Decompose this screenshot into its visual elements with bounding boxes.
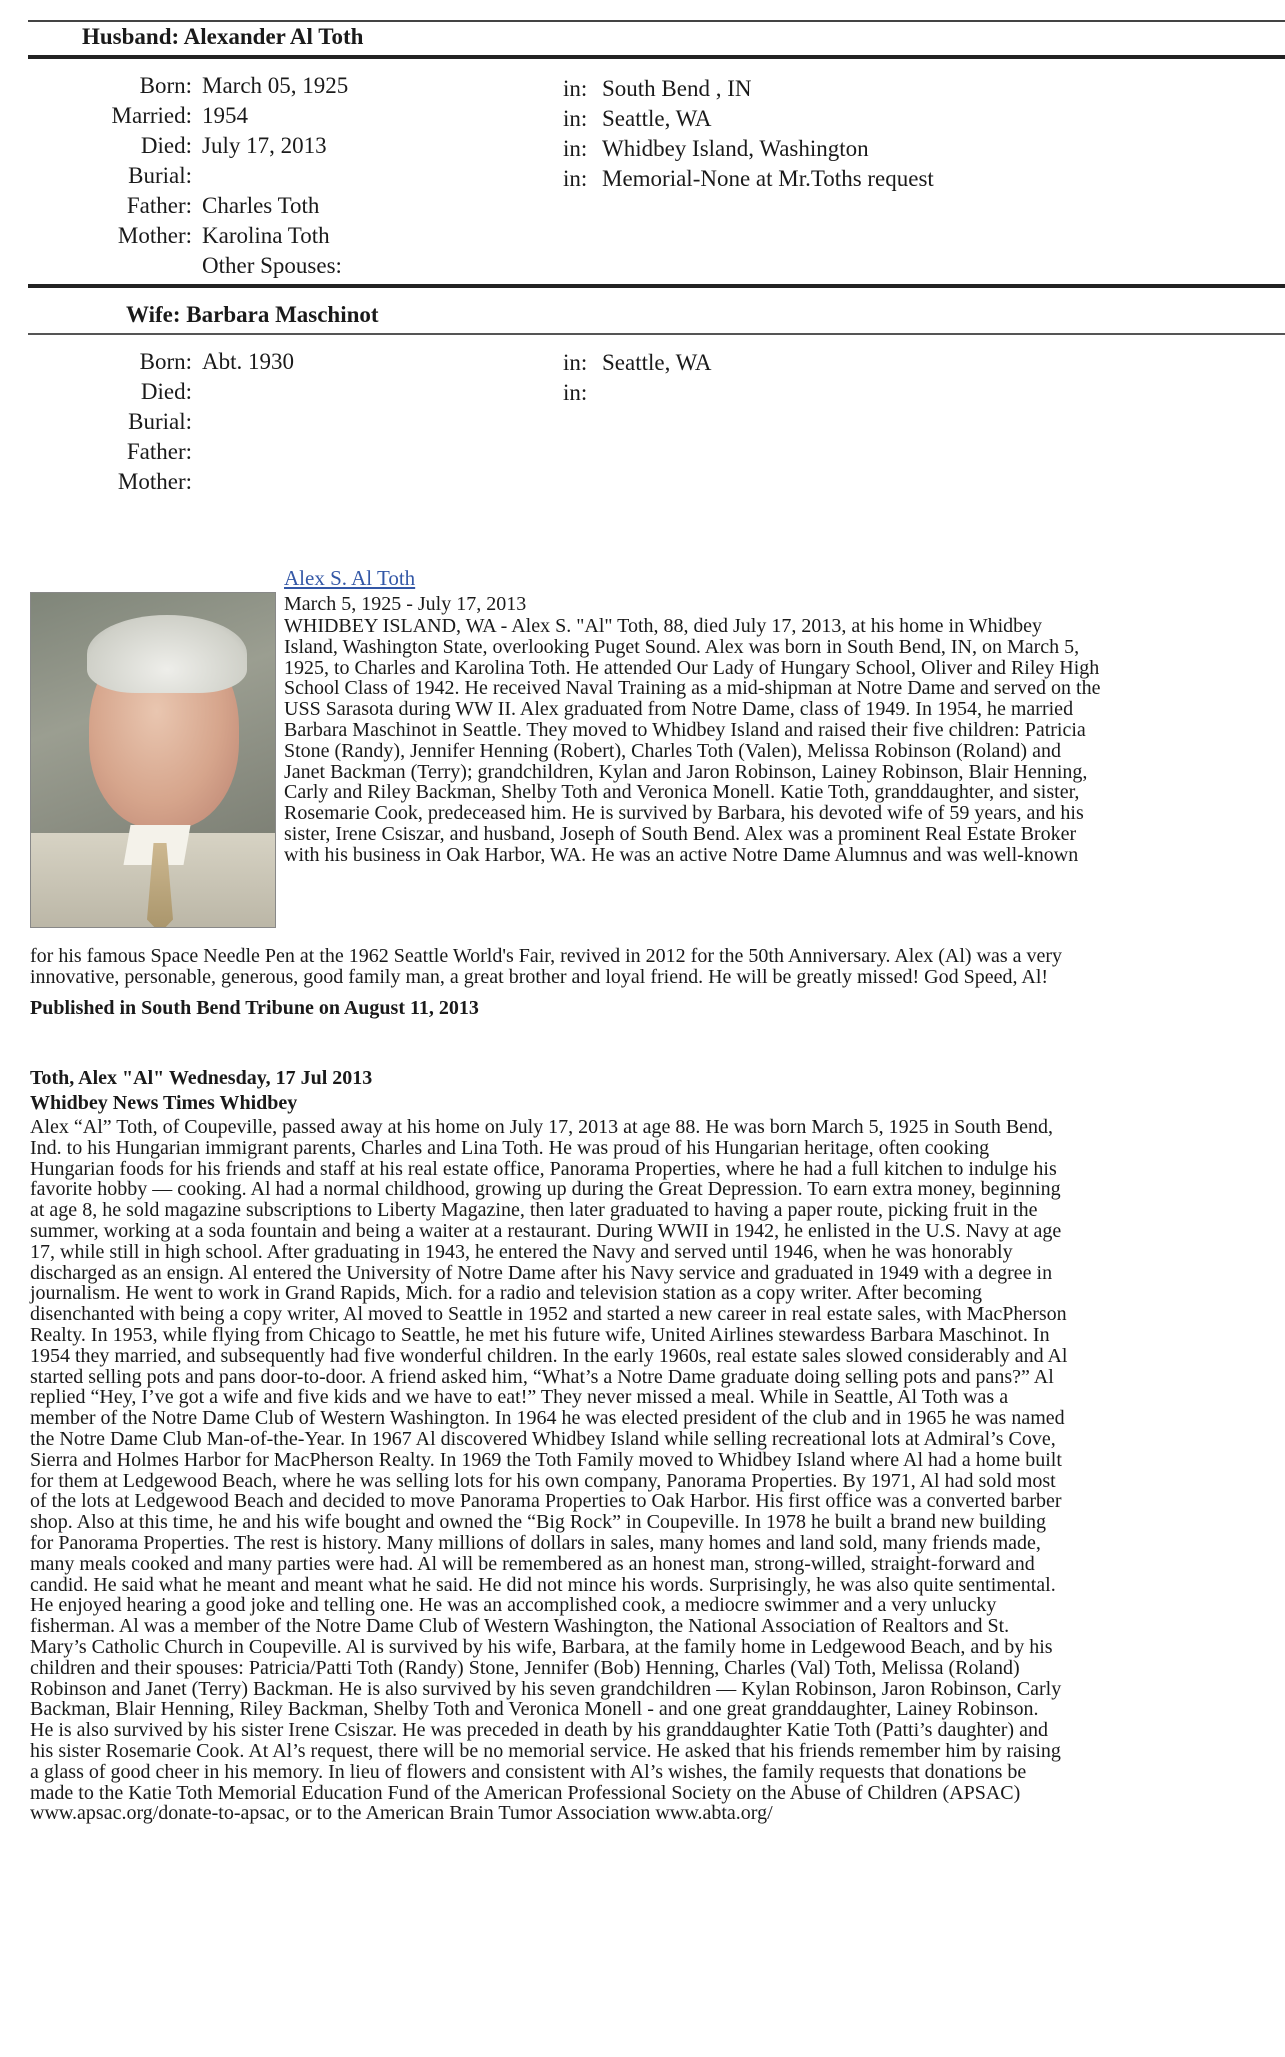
text-line: Carly and Riley Backman, Shelby Toth and Veronica Monell. Katie Toth, granddaughter, and sister, (284, 781, 1080, 804)
text-line: Hungarian foods for his friends and staff at his real estate office, Panorama Properties, where he had a full kitchen to indulge his (30, 1157, 1057, 1180)
text-line: member of the Notre Dame Club of Western Washington. In 1964 he was elected president of the club and in 1965 he was named (30, 1407, 1065, 1430)
husband-heading (82, 24, 363, 50)
text-line: Backman, Blair Henning, Riley Backman, Shelby Toth and Veronica Monell - and one great granddaughter, Lainey Robinson. (30, 1698, 1039, 1721)
husband-rule (28, 55, 1285, 59)
text-line: sister, Irene Csiszar, and husband, Joseph of South Bend. Alex was a prominent Real Estate Broker (284, 822, 1077, 845)
wife-burial-label: Burial: (128, 409, 192, 434)
wife-born-label: Born: (139, 349, 192, 374)
obituary-name-link[interactable]: Alex S. Al Toth (284, 566, 416, 590)
text-line: discharged as an ensign. Al entered the University of Notre Dame after his Navy service and graduated in 1949 with a degree in (30, 1261, 1053, 1284)
husband-died: July 17, 2013 (202, 133, 327, 158)
text-line: Realty. In 1953, while flying from Chicago to Seattle, he met his future wife, United Airlines stewardess Barbara Maschinot. In (30, 1323, 1050, 1346)
text-line: for his famous Space Needle Pen at the 1962 Seattle World's Fair, revived in 2012 for the 50th Anniversary. Alex (Al) was a very (30, 945, 1063, 967)
husband-born-in-label: in: (563, 76, 588, 101)
text-line: replied “Hey, I’ve got a wife and five kids and we have to eat!” They never missed a meal. While in Seattle, Al Toth was a (30, 1386, 1009, 1409)
husband-father-label: Father: (126, 193, 192, 218)
scan-cutoff (0, 500, 1285, 530)
text-line: summer, working at a soda fountain and being a waiter at a restaurant. During WWII in 1942, he enlisted in the U.S. Navy at age (30, 1219, 1062, 1242)
text-line: for them at Ledgewood Beach, where he was selling lots for his own company, Panorama Properties. By 1971, Al had sold most (30, 1469, 1056, 1492)
text-line: Robinson and Janet (Terry) Backman. He is also survived by his seven grandchildren — Kylan Robinson, Jaron Robinson, Carly (30, 1677, 1062, 1700)
text-line: Barbara Maschinot in Seattle. They moved to Whidbey Island and raised their five children: Patricia (284, 718, 1086, 741)
text-line: many meals cooked and many parties were had. Al will be remembered as an honest man, strong-willed, straight-forward and (30, 1552, 1035, 1575)
text-line: He enjoyed hearing a good joke and telling one. He was an accomplished cook, a mediocre swimmer and a very unlucky (30, 1594, 997, 1617)
text-line: journalism. He went to work in Grand Rapids, Mich. for a radio and television station as a copy writer. After becoming (30, 1282, 983, 1305)
husband-mother-label: Mother: (117, 223, 192, 248)
text-line: Alex “Al” Toth, of Coupeville, passed away at his home on July 17, 2013 at age 88. He was born March 5, 1925 in South Bend, (30, 1116, 1054, 1138)
husband-died-label: Died: (140, 133, 192, 158)
husband-married-place: Seattle, WA (602, 106, 712, 131)
text-line: children and their spouses: Patricia/Patti Toth (Randy) Stone, Jennifer (Bob) Henning, Charles (Val) Toth, Melissa (Roland) (30, 1656, 1020, 1679)
text-line: Island, Washington State, overlooking Puget Sound. Alex was born in South Bend, IN, on March 5, (284, 635, 1080, 658)
wife-rule (28, 333, 1285, 335)
text-line: the Notre Dame Club Man-of-the-Year. In 1967 Al discovered Whidbey Island while selling recreational lots at Admiral’s Cove, (30, 1427, 1056, 1450)
husband-born-place: South Bend , IN (602, 76, 752, 101)
text-line: started selling pots and pans door-to-door. A friend asked him, “What’s a Notre Dame graduate doing selling pots and pans?” Al (30, 1365, 1054, 1388)
text-line: 1954 they married, and subsequently had five wonderful children. In the early 1960s, real estate sales slowed considerably and Al (30, 1344, 1068, 1367)
text-line: shop. Also at this time, he and his wife bought and owned the “Big Rock” in Coupeville. In 1978 he built a brand new building (30, 1511, 1046, 1534)
obituary1-dates: March 5, 1925 - July 17, 2013 (284, 593, 527, 615)
husband-label: Husband: (82, 24, 180, 49)
wife-died-in-label: in: (563, 380, 588, 405)
text-line: his sister Rosemarie Cook. At Al’s request, there will be no memorial service. He asked that his friends remember him by raising (30, 1739, 1061, 1762)
wife-died-label: Died: (140, 379, 192, 404)
obituary1-published: Published in South Bend Tribune on August 11, 2013 (30, 997, 479, 1019)
wife-name: Barbara Maschinot (186, 302, 379, 327)
husband-married: 1954 (202, 103, 248, 128)
husband-died-in-label: in: (563, 136, 588, 161)
obituary2-body (30, 1117, 1265, 1824)
wife-heading (126, 302, 379, 328)
text-line: disenchanted with being a copy writer, Al moved to Seattle in 1952 and started a new career in real estate sales, with MacPherson (30, 1303, 1067, 1326)
obituary2-source: Whidbey News Times Whidbey (30, 1092, 298, 1114)
husband-name: Alexander Al Toth (183, 24, 364, 49)
text-line: candid. He said what he meant and meant what he said. He did not mince his words. Surprisingly, he was also quite sentimental. (30, 1573, 1056, 1596)
wife-mother-label: Mother: (117, 469, 192, 494)
text-line: for Panorama Properties. The rest is history. Many millions of dollars in sales, many homes and land sold, many friends made, (30, 1531, 1041, 1554)
husband-married-in-label: in: (563, 106, 588, 131)
text-line: at age 8, he sold magazine subscriptions to Liberty Magazine, then later graduated to having a paper route, picking fruit in the (30, 1199, 1038, 1222)
portrait-photo (30, 592, 276, 928)
text-line: WHIDBEY ISLAND, WA - Alex S. "Al" Toth, 88, died July 17, 2013, at his home in Whidbey (284, 615, 1043, 637)
text-line: Sierra and Holmes Harbor for MacPherson Realty. In 1969 the Toth Family moved to Whidbey Island where Al had a home built (30, 1448, 1062, 1471)
wife-born-place: Seattle, WA (602, 350, 712, 375)
wife-born-in-label: in: (563, 350, 588, 375)
wife-born: Abt. 1930 (202, 349, 294, 374)
text-line: Ind. to his Hungarian immigrant parents, Charles and Lina Toth. He was proud of his Hungarian heritage, often cooking (30, 1136, 990, 1159)
text-line: Stone (Randy), Jennifer Henning (Robert), Charles Toth (Valen), Melissa Robinson (Roland) and (284, 739, 1061, 762)
text-line: fisherman. Al was a member of the Notre Dame Club of Western Washington, the National Association of Realtors and St. (30, 1615, 1010, 1638)
husband-born: March 05, 1925 (202, 73, 349, 98)
wife-father-label: Father: (126, 439, 192, 464)
obituary2-title: Toth, Alex "Al" Wednesday, 17 Jul 2013 (30, 1067, 373, 1089)
text-line: a glass of good cheer in his memory. In lieu of flowers and consistent with Al’s wishes, the family requests that donations be (30, 1760, 1027, 1783)
top-rule (28, 20, 1285, 22)
wife-label: Wife: (126, 302, 181, 327)
text-line: innovative, personable, generous, good family man, a great brother and loyal friend. He will be greatly missed! God Speed, Al! (30, 965, 1049, 988)
text-line: School Class of 1942. He received Naval Training as a mid-shipman at Notre Dame and served on the (284, 677, 1101, 700)
wife-top-rule (28, 284, 1285, 288)
text-line: USS Sarasota during WW II. Alex graduated from Notre Dame, class of 1949. In 1954, he married (284, 698, 1074, 721)
text-line: favorite hobby — cooking. Al had a normal childhood, growing up during the Great Depression. To earn extra money, beginning (30, 1178, 1061, 1201)
husband-mother: Karolina Toth (202, 223, 330, 248)
text-line: Janet Backman (Terry); grandchildren, Kylan and Jaron Robinson, Lainey Robinson, Blair Henning, (284, 760, 1088, 783)
husband-died-place: Whidbey Island, Washington (602, 136, 869, 161)
text-line: made to the Katie Toth Memorial Education Fund of the American Professional Society on the Abuse of Children (APSAC) (30, 1781, 1021, 1804)
text-line: with his business in Oak Harbor, WA. He was an active Notre Dame Alumnus and was well-known (284, 843, 1079, 866)
husband-married-label: Married: (111, 103, 192, 128)
obituary1-text-beside-photo (284, 616, 1244, 866)
husband-burial-label: Burial: (128, 163, 192, 188)
text-line: Mary’s Catholic Church in Coupeville. Al is survived by his wife, Barbara, at the family home in Ledgewood Beach, and by his (30, 1635, 1053, 1658)
text-line: Rosemarie Cook, predeceased him. He is survived by Barbara, his devoted wife of 59 years, and his (284, 802, 1084, 825)
text-line: www.apsac.org/donate-to-apsac, or to the American Brain Tumor Association www.abta.org/ (30, 1802, 773, 1825)
husband-burial-place: Memorial-None at Mr.Toths request (602, 166, 934, 191)
husband-father: Charles Toth (202, 193, 320, 218)
husband-burial-in-label: in: (563, 166, 588, 191)
text-line: He is also survived by his sister Irene Csiszar. He was preceded in death by his granddaughter Katie Toth (Patti’s daughter) and (30, 1719, 1048, 1742)
text-line: 17, while still in high school. After graduating in 1943, he entered the Navy and served until 1946, when he was honorably (30, 1240, 1013, 1263)
text-line: 1925, to Charles and Karolina Toth. He attended Our Lady of Hungary School, Oliver and Riley High (284, 656, 1100, 679)
text-line: of the lots at Ledgewood Beach and decided to move Panorama Properties to Oak Harbor. His first office was a converted barber (30, 1490, 1062, 1513)
obituary1-text-full (30, 946, 1250, 988)
husband-born-label: Born: (139, 73, 192, 98)
husband-other-spouses-label: Other Spouses: (202, 253, 342, 278)
